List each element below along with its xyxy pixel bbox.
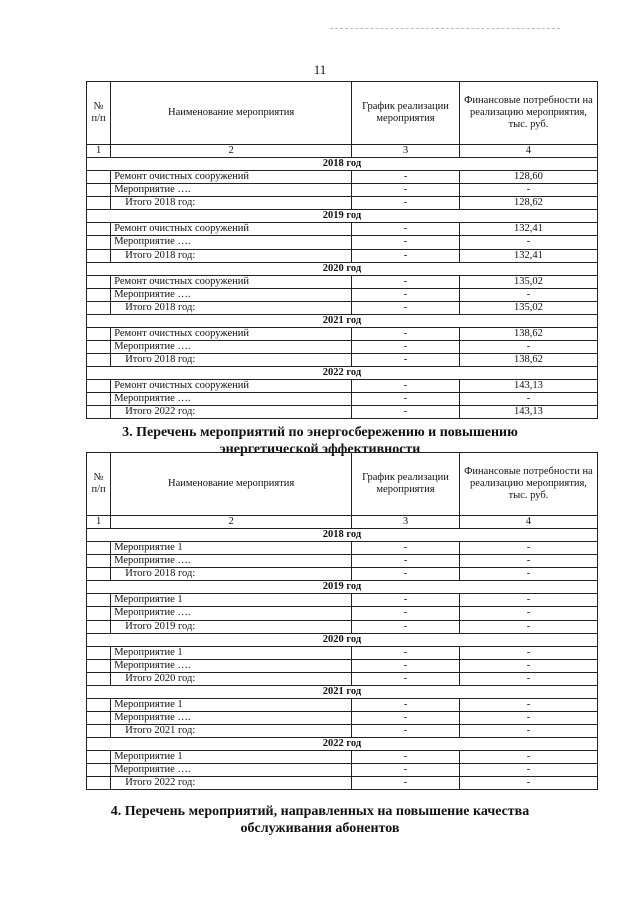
finance-cell: 132,41	[459, 249, 597, 262]
section-3-title-text: 3. Перечень мероприятий по энергосбережению и повышению энергетической эффективности	[122, 425, 518, 457]
schedule-cell: -	[352, 777, 460, 790]
year-label: 2018 год	[87, 158, 598, 171]
schedule-cell: -	[352, 406, 460, 419]
table-row	[87, 711, 598, 724]
year-row	[87, 210, 598, 223]
finance-cell: 143,13	[459, 406, 597, 419]
finance-cell: -	[459, 594, 597, 607]
header-num: № п/п	[87, 453, 111, 516]
year-label: 2019 год	[87, 210, 598, 223]
finance-cell: 138,62	[459, 354, 597, 367]
section-4-title-text: 4. Перечень мероприятий, направленных на повышение качества обслуживания абонентов	[110, 804, 530, 836]
measure-name-cell: Мероприятие ….	[111, 764, 352, 777]
scan-artifact-line	[330, 28, 560, 29]
table-row	[87, 659, 598, 672]
measures-table-2	[86, 452, 598, 790]
column-number-row	[87, 145, 598, 158]
schedule-cell: -	[352, 594, 460, 607]
schedule-cell: -	[352, 672, 460, 685]
col-number: 2	[111, 145, 352, 158]
total-row	[87, 301, 598, 314]
measure-name-cell: Мероприятие ….	[111, 607, 352, 620]
col-number: 3	[352, 516, 460, 529]
page-number: 11	[313, 62, 327, 77]
measures-table-1	[86, 81, 598, 419]
measure-name-cell: Ремонт очистных сооружений	[111, 275, 352, 288]
schedule-cell: -	[352, 380, 460, 393]
year-label: 2020 год	[87, 262, 598, 275]
measure-name-cell: Итого 2021 год:	[111, 725, 352, 738]
measure-name-cell: Мероприятие ….	[111, 393, 352, 406]
year-row	[87, 314, 598, 327]
header-schedule: График реализации мероприятия	[352, 82, 460, 145]
year-row	[87, 158, 598, 171]
finance-cell: -	[459, 555, 597, 568]
finance-cell: -	[459, 659, 597, 672]
measure-name-cell: Ремонт очистных сооружений	[111, 327, 352, 340]
schedule-cell: -	[352, 171, 460, 184]
table-row	[87, 380, 598, 393]
measure-name-cell: Ремонт очистных сооружений	[111, 171, 352, 184]
schedule-cell: -	[352, 354, 460, 367]
schedule-cell: -	[352, 764, 460, 777]
finance-cell: 135,02	[459, 275, 597, 288]
measure-name-cell: Мероприятие 1	[111, 594, 352, 607]
measure-name-cell: Итого 2022 год:	[111, 777, 352, 790]
measure-name-cell: Мероприятие ….	[111, 340, 352, 353]
total-row	[87, 249, 598, 262]
year-row	[87, 529, 598, 542]
header-finance: Финансовые потребности на реализацию мероприятия, тыс. руб.	[459, 453, 597, 516]
measure-name-cell: Мероприятие 1	[111, 698, 352, 711]
section-4-title	[0, 803, 640, 837]
total-row	[87, 354, 598, 367]
row-num-cell	[87, 223, 111, 236]
year-row	[87, 367, 598, 380]
row-num-cell	[87, 725, 111, 738]
table-header-row	[87, 453, 598, 516]
table-row	[87, 340, 598, 353]
row-num-cell	[87, 197, 111, 210]
row-num-cell	[87, 406, 111, 419]
finance-cell: 128,60	[459, 171, 597, 184]
year-label: 2021 год	[87, 685, 598, 698]
measures-table-2-body	[87, 453, 598, 790]
schedule-cell: -	[352, 197, 460, 210]
schedule-cell: -	[352, 340, 460, 353]
finance-cell: -	[459, 725, 597, 738]
finance-cell: -	[459, 288, 597, 301]
total-row	[87, 672, 598, 685]
finance-cell: -	[459, 698, 597, 711]
header-schedule: График реализации мероприятия	[352, 453, 460, 516]
finance-cell: -	[459, 607, 597, 620]
schedule-cell: -	[352, 711, 460, 724]
measure-name-cell: Мероприятие ….	[111, 184, 352, 197]
row-num-cell	[87, 171, 111, 184]
year-row	[87, 633, 598, 646]
measures-table-1-body	[87, 82, 598, 419]
schedule-cell: -	[352, 659, 460, 672]
table-row	[87, 275, 598, 288]
schedule-cell: -	[352, 249, 460, 262]
row-num-cell	[87, 568, 111, 581]
measure-name-cell: Ремонт очистных сооружений	[111, 380, 352, 393]
measure-name-cell: Мероприятие ….	[111, 555, 352, 568]
finance-cell: -	[459, 751, 597, 764]
row-num-cell	[87, 301, 111, 314]
year-row	[87, 738, 598, 751]
table-row	[87, 288, 598, 301]
row-num-cell	[87, 340, 111, 353]
row-num-cell	[87, 288, 111, 301]
measure-name-cell: Мероприятие ….	[111, 288, 352, 301]
measure-name-cell: Мероприятие 1	[111, 646, 352, 659]
row-num-cell	[87, 751, 111, 764]
finance-cell: -	[459, 672, 597, 685]
row-num-cell	[87, 249, 111, 262]
finance-cell: 128,62	[459, 197, 597, 210]
measure-name-cell: Итого 2018 год:	[111, 354, 352, 367]
row-num-cell	[87, 354, 111, 367]
row-num-cell	[87, 380, 111, 393]
row-num-cell	[87, 594, 111, 607]
row-num-cell	[87, 327, 111, 340]
year-label: 2018 год	[87, 529, 598, 542]
finance-cell: -	[459, 646, 597, 659]
total-row	[87, 197, 598, 210]
schedule-cell: -	[352, 725, 460, 738]
year-label: 2022 год	[87, 738, 598, 751]
col-number: 2	[111, 516, 352, 529]
finance-cell: -	[459, 340, 597, 353]
row-num-cell	[87, 620, 111, 633]
row-num-cell	[87, 711, 111, 724]
row-num-cell	[87, 393, 111, 406]
finance-cell: 143,13	[459, 380, 597, 393]
schedule-cell: -	[352, 275, 460, 288]
year-row	[87, 581, 598, 594]
finance-cell: -	[459, 236, 597, 249]
header-name: Наименование мероприятия	[111, 82, 352, 145]
table-row	[87, 236, 598, 249]
row-num-cell	[87, 672, 111, 685]
row-num-cell	[87, 698, 111, 711]
measure-name-cell: Итого 2019 год:	[111, 620, 352, 633]
row-num-cell	[87, 646, 111, 659]
column-number-row	[87, 516, 598, 529]
finance-cell: -	[459, 620, 597, 633]
finance-cell: 132,41	[459, 223, 597, 236]
header-num: № п/п	[87, 82, 111, 145]
finance-cell: -	[459, 542, 597, 555]
table-header-row	[87, 82, 598, 145]
schedule-cell: -	[352, 223, 460, 236]
header-name: Наименование мероприятия	[111, 453, 352, 516]
table-row	[87, 646, 598, 659]
finance-cell: -	[459, 711, 597, 724]
table-row	[87, 327, 598, 340]
schedule-cell: -	[352, 301, 460, 314]
col-number: 3	[352, 145, 460, 158]
table-row	[87, 594, 598, 607]
measure-name-cell: Мероприятие ….	[111, 711, 352, 724]
schedule-cell: -	[352, 542, 460, 555]
table-row	[87, 542, 598, 555]
schedule-cell: -	[352, 568, 460, 581]
schedule-cell: -	[352, 184, 460, 197]
row-num-cell	[87, 542, 111, 555]
schedule-cell: -	[352, 236, 460, 249]
row-num-cell	[87, 764, 111, 777]
schedule-cell: -	[352, 327, 460, 340]
schedule-cell: -	[352, 607, 460, 620]
total-row	[87, 406, 598, 419]
total-row	[87, 777, 598, 790]
finance-cell: -	[459, 393, 597, 406]
measure-name-cell: Итого 2018 год:	[111, 568, 352, 581]
table-row	[87, 698, 598, 711]
measure-name-cell: Мероприятие ….	[111, 236, 352, 249]
year-row	[87, 685, 598, 698]
measure-name-cell: Итого 2018 год:	[111, 249, 352, 262]
year-label: 2020 год	[87, 633, 598, 646]
row-num-cell	[87, 184, 111, 197]
year-label: 2022 год	[87, 367, 598, 380]
table-row	[87, 223, 598, 236]
schedule-cell: -	[352, 751, 460, 764]
schedule-cell: -	[352, 620, 460, 633]
table-row	[87, 751, 598, 764]
measure-name-cell: Мероприятие 1	[111, 542, 352, 555]
total-row	[87, 568, 598, 581]
table-row	[87, 393, 598, 406]
year-row	[87, 262, 598, 275]
measure-name-cell: Итого 2018 год:	[111, 301, 352, 314]
table-row	[87, 764, 598, 777]
finance-cell: 135,02	[459, 301, 597, 314]
finance-cell: -	[459, 764, 597, 777]
schedule-cell: -	[352, 646, 460, 659]
total-row	[87, 725, 598, 738]
measure-name-cell: Мероприятие 1	[111, 751, 352, 764]
header-finance: Финансовые потребности на реализацию мероприятия, тыс. руб.	[459, 82, 597, 145]
measure-name-cell: Итого 2022 год:	[111, 406, 352, 419]
row-num-cell	[87, 659, 111, 672]
table-row	[87, 184, 598, 197]
measure-name-cell: Ремонт очистных сооружений	[111, 223, 352, 236]
table-row	[87, 171, 598, 184]
finance-cell: 138,62	[459, 327, 597, 340]
year-label: 2019 год	[87, 581, 598, 594]
row-num-cell	[87, 607, 111, 620]
col-number: 4	[459, 516, 597, 529]
col-number: 1	[87, 516, 111, 529]
schedule-cell: -	[352, 288, 460, 301]
measure-name-cell: Мероприятие ….	[111, 659, 352, 672]
measure-name-cell: Итого 2020 год:	[111, 672, 352, 685]
table-row	[87, 607, 598, 620]
year-label: 2021 год	[87, 314, 598, 327]
total-row	[87, 620, 598, 633]
row-num-cell	[87, 555, 111, 568]
measure-name-cell: Итого 2018 год:	[111, 197, 352, 210]
row-num-cell	[87, 236, 111, 249]
schedule-cell: -	[352, 393, 460, 406]
finance-cell: -	[459, 777, 597, 790]
schedule-cell: -	[352, 555, 460, 568]
col-number: 4	[459, 145, 597, 158]
finance-cell: -	[459, 568, 597, 581]
col-number: 1	[87, 145, 111, 158]
finance-cell: -	[459, 184, 597, 197]
row-num-cell	[87, 275, 111, 288]
schedule-cell: -	[352, 698, 460, 711]
row-num-cell	[87, 777, 111, 790]
table-row	[87, 555, 598, 568]
